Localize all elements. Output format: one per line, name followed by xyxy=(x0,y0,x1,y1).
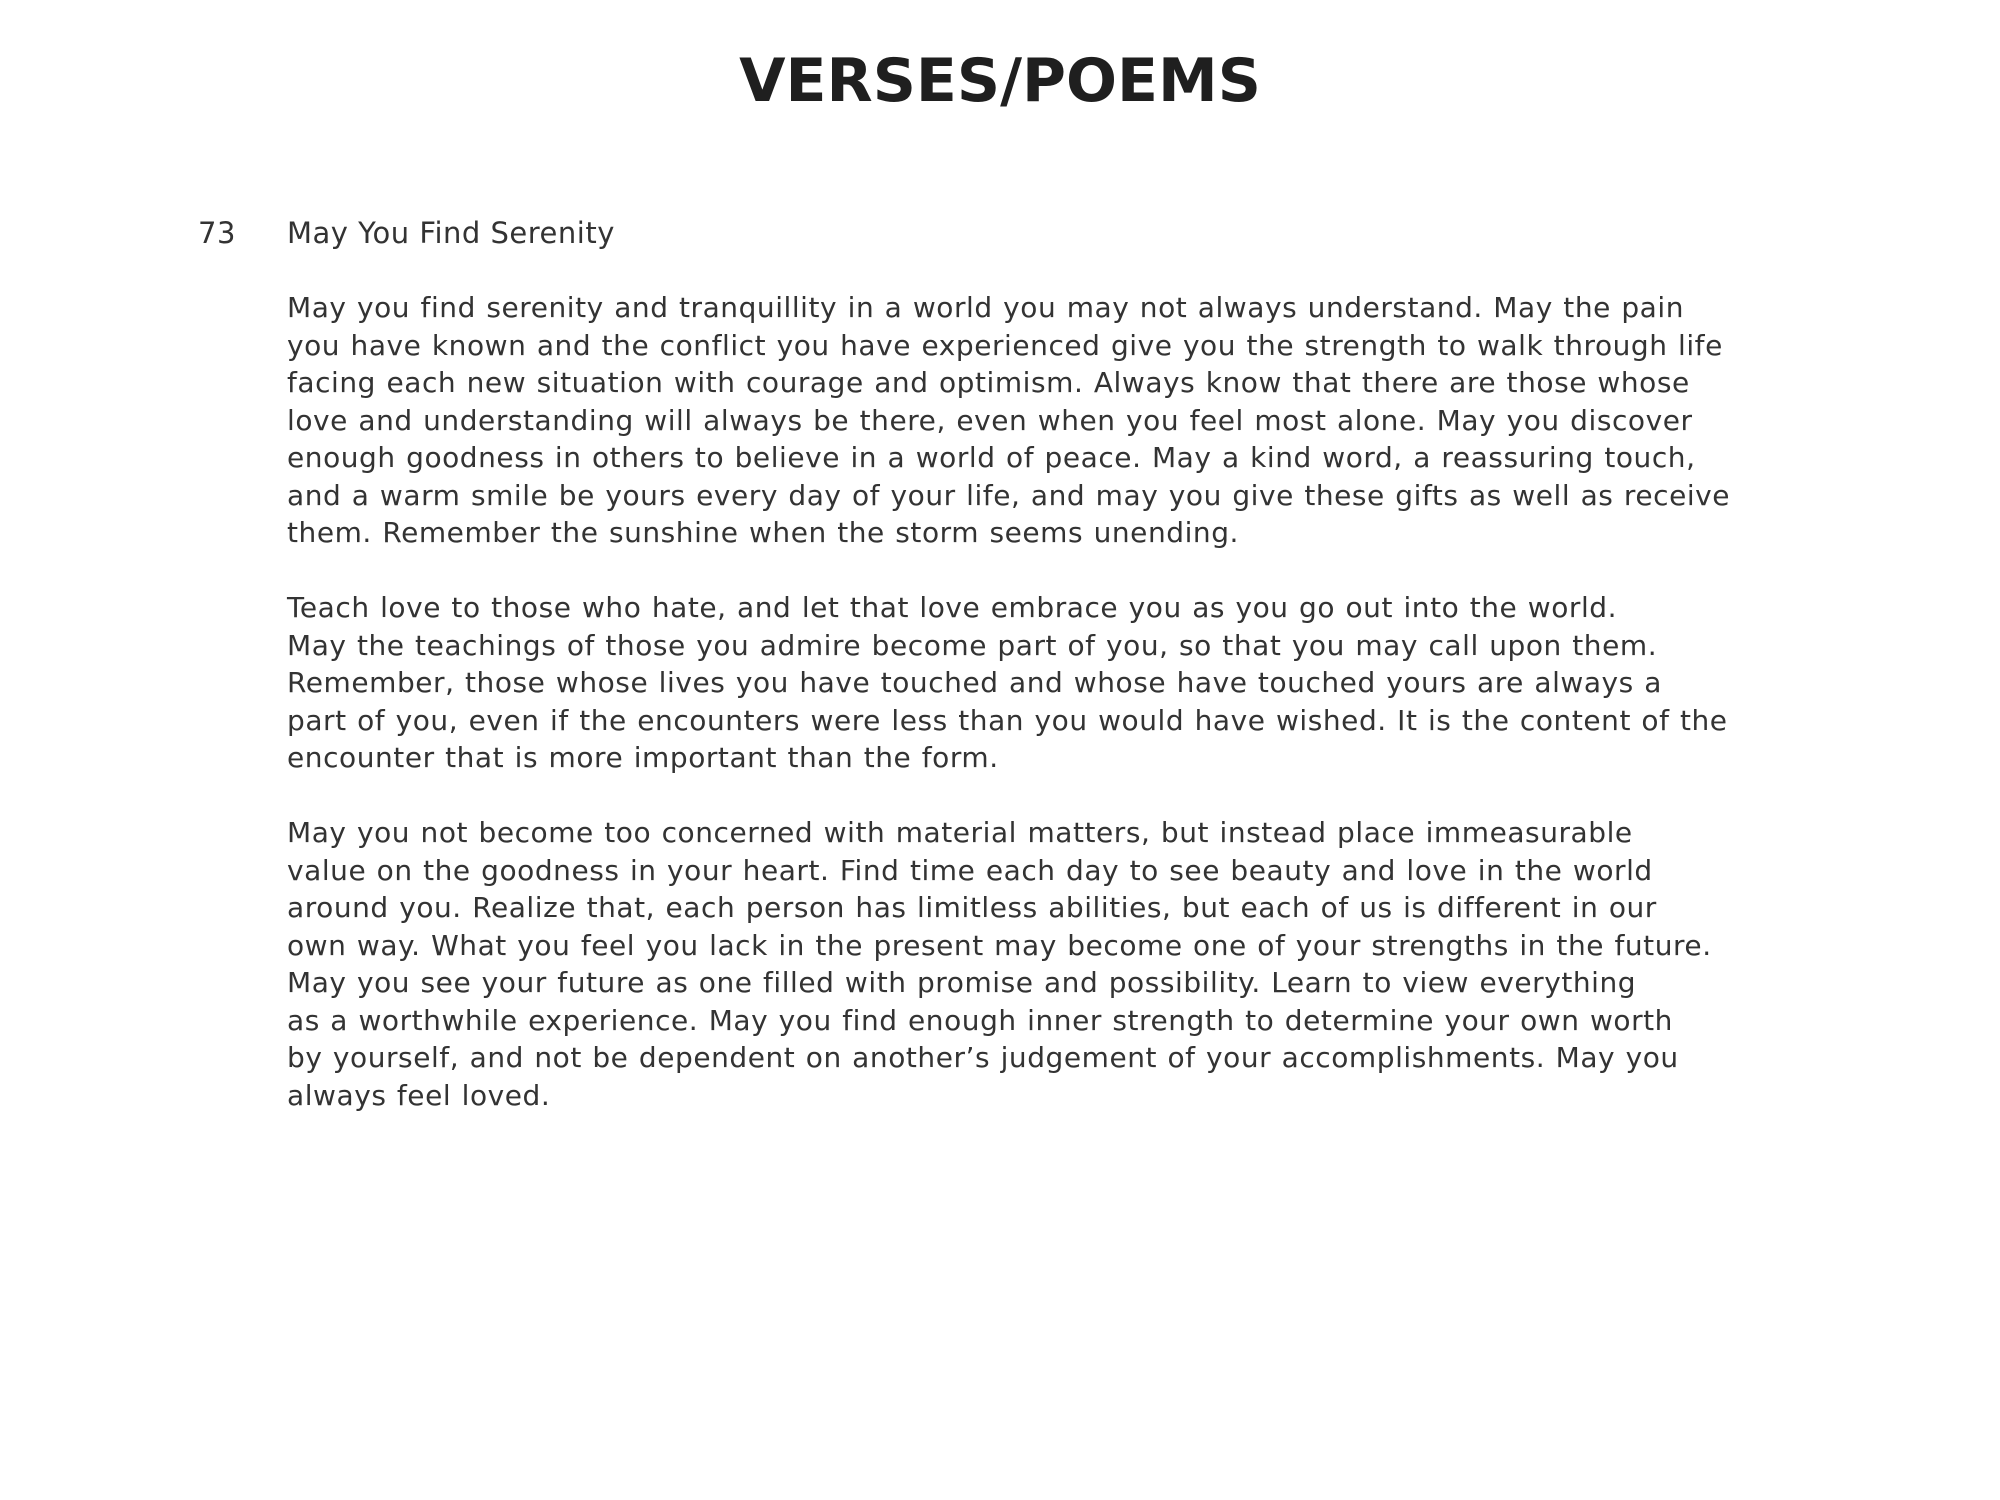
poem-line: May you not become too concerned with material matters, but instead place immeasurable xyxy=(287,816,1633,849)
poem-title: May You Find Serenity xyxy=(287,216,615,250)
poem-number: 73 xyxy=(198,216,236,250)
poem-line: as a worthwhile experience. May you find enough inner strength to determine your own worth xyxy=(287,1003,1673,1037)
poem-stanza-2 xyxy=(287,589,1817,777)
poem-line: them. Remember the sunshine when the storm seems unending. xyxy=(287,516,1239,549)
poem-stanza-3 xyxy=(287,814,1817,1114)
poem-line: May the teachings of those you admire become part of you, so that you may call upon them. xyxy=(287,628,1658,662)
poem-line: love and understanding will always be there, even when you feel most alone. May you discover xyxy=(287,403,1693,437)
poem-line: facing each new situation with courage and optimism. Always know that there are those whose xyxy=(287,366,1690,399)
poem-line: Remember, those whose lives you have touched and whose have touched yours are always a xyxy=(287,666,1662,699)
poem-stanza-1 xyxy=(287,289,1817,552)
page-title: VERSES/POEMS xyxy=(739,46,1261,116)
poem-line: by yourself, and not be dependent on another’s judgement of your accomplishments. May you xyxy=(287,1041,1679,1074)
poem-body xyxy=(287,289,1817,1152)
poem-line: part of you, even if the encounters were less than you would have wished. It is the content of the xyxy=(287,703,1728,737)
poem-line: always feel loved. xyxy=(287,1078,551,1112)
poem-line: value on the goodness in your heart. Find time each day to see beauty and love in the world xyxy=(287,853,1653,887)
poem-line: and a warm smile be yours every day of your life, and may you give these gifts as well as receive xyxy=(287,478,1731,512)
poem-line: Teach love to those who hate, and let that love embrace you as you go out into the world. xyxy=(287,591,1618,624)
poem-line: May you see your future as one filled with promise and possibility. Learn to view everything xyxy=(287,966,1637,999)
poem-line: around you. Realize that, each person has limitless abilities, but each of us is different in our xyxy=(287,891,1657,924)
poem-line: own way. What you feel you lack in the present may become one of your strengths in the future. xyxy=(287,928,1712,962)
poem-line: encounter that is more important than the form. xyxy=(287,741,999,774)
poem-line: you have known and the conflict you have experienced give you the strength to walk through life xyxy=(287,328,1723,362)
poem-line: May you find serenity and tranquillity in a world you may not always understand. May the pain xyxy=(287,291,1684,324)
poem-line: enough goodness in others to believe in a world of peace. May a kind word, a reassuring touch, xyxy=(287,441,1696,474)
